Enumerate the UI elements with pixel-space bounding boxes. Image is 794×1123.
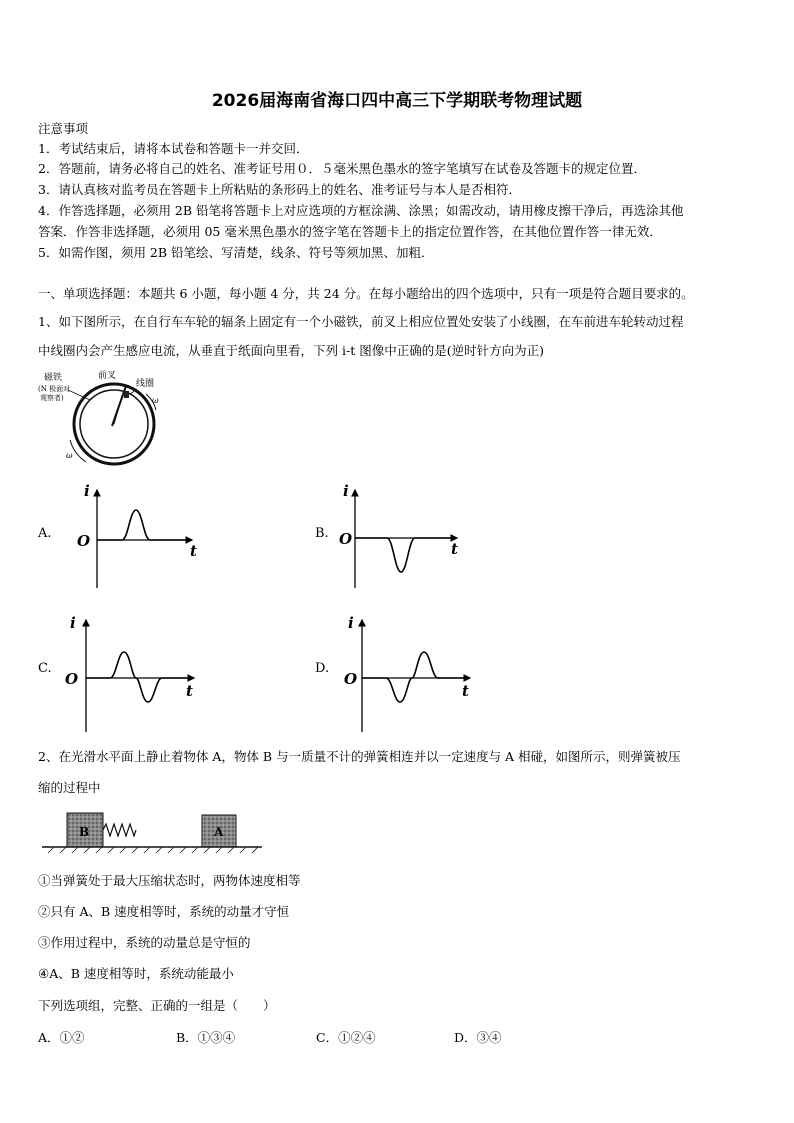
omega-label-top: ω bbox=[152, 396, 159, 405]
spring bbox=[103, 824, 136, 836]
curve-a bbox=[97, 510, 190, 540]
notice-item-2: 2．答题前，请务必将自己的姓名、准考证号用０．５毫米黑色墨水的签字笔填写在试卷及答题卡的规定位置． bbox=[38, 161, 646, 176]
block-a-label: A bbox=[214, 825, 224, 839]
origin-label: O bbox=[65, 670, 79, 688]
magnet-label: 磁铁 bbox=[44, 373, 63, 383]
axis-i-label: i bbox=[343, 482, 349, 500]
magnet-note-2: 观察者) bbox=[40, 394, 64, 402]
curve-c bbox=[86, 652, 192, 702]
coil-pointer bbox=[130, 390, 136, 394]
page-title: 2026届海南省海口四中高三下学期联考物理试题 bbox=[211, 91, 583, 111]
block-b-label: B bbox=[79, 825, 90, 839]
option-d-label[interactable]: D. bbox=[315, 661, 330, 676]
q2-statement-1: ①当弹簧处于最大压缩状态时，两物体速度相等 bbox=[38, 873, 301, 888]
q2-choice-c[interactable]: C．①②④ bbox=[316, 1030, 376, 1045]
option-c-label[interactable]: C. bbox=[38, 661, 52, 676]
origin-label: O bbox=[344, 670, 358, 688]
spring-blocks-figure bbox=[40, 806, 265, 858]
q1-text-line-2: 中线圈内会产生感应电流，从垂直于纸面向里看，下列 i-t 图像中正确的是(逆时针方向为正) bbox=[38, 343, 544, 358]
q2-choice-b[interactable]: B．①③④ bbox=[176, 1030, 236, 1045]
q2-statement-4: ④A、B 速度相等时，系统动能最小 bbox=[38, 966, 234, 981]
q2-prompt: 下列选项组，完整、正确的一组是（ ） bbox=[38, 998, 276, 1013]
axis-t-label: t bbox=[451, 540, 458, 558]
q2-statement-2: ②只有 A、B 速度相等时，系统的动量才守恒 bbox=[38, 904, 290, 919]
q2-text-line-2: 缩的过程中 bbox=[38, 780, 101, 795]
notice-item-3: 3．请认真核对监考员在答题卡上所粘贴的条形码上的姓名、准考证号与本人是否相符． bbox=[38, 182, 521, 197]
coil-mark bbox=[124, 391, 129, 398]
axis-i-label: i bbox=[84, 482, 90, 500]
q2-text-line-1: 2、在光滑水平面上静止着物体 A，物体 B 与一质量不计的弹簧相连并以一定速度与 A 相碰，如图所示，则弹簧被压 bbox=[38, 749, 681, 764]
axis-i-label: i bbox=[348, 614, 354, 632]
magnet-note-1: (N 极面对 bbox=[38, 385, 71, 393]
notice-heading: 注意事项 bbox=[38, 121, 89, 136]
ground-hatch bbox=[48, 847, 258, 853]
option-b-graph[interactable] bbox=[335, 480, 475, 590]
curve-d bbox=[362, 652, 468, 702]
option-a-label[interactable]: A. bbox=[38, 526, 52, 541]
notice-item-4-cont: 答案．作答非选择题，必须用 05 毫米黑色墨水的签字笔在答题卡上的指定位置作答，在其他位置作答一律无效． bbox=[38, 224, 662, 239]
axis-t-label: t bbox=[186, 682, 193, 700]
origin-label: O bbox=[339, 530, 353, 548]
notice-item-5: 5．如需作图，须用 2B 铅笔绘、写清楚，线条、符号等须加黑、加粗． bbox=[38, 245, 434, 260]
q2-choice-a[interactable]: A．①② bbox=[38, 1030, 85, 1045]
option-c-graph[interactable] bbox=[62, 612, 202, 734]
q2-statement-3: ③作用过程中，系统的动量总是守恒的 bbox=[38, 935, 251, 950]
notice-item-4: 4．作答选择题，必须用 2B 铅笔将答题卡上对应选项的方框涂满、涂黑；如需改动，请用橡皮擦干净后，再选涂其他 bbox=[38, 203, 684, 218]
option-d-graph[interactable] bbox=[342, 612, 482, 734]
axis-t-label: t bbox=[462, 682, 469, 700]
origin-label: O bbox=[77, 532, 91, 550]
coil-label: 线圈 bbox=[136, 379, 155, 389]
wheel-figure bbox=[38, 366, 168, 468]
option-a-graph[interactable] bbox=[70, 480, 210, 590]
q1-text-line-1: 1、如下图所示，在自行车车轮的辐条上固定有一个小磁铁，前叉上相应位置处安装了小线圈，在车前进车轮转动过程 bbox=[38, 314, 684, 329]
notice-item-1: 1．考试结束后，请将本试卷和答题卡一并交回． bbox=[38, 141, 309, 156]
fork-label: 前叉 bbox=[98, 371, 117, 381]
curve-b bbox=[355, 538, 455, 572]
option-b-label[interactable]: B. bbox=[315, 526, 329, 541]
spoke-line bbox=[114, 396, 122, 424]
omega-label-bottom: ω bbox=[66, 451, 73, 460]
q2-choice-d[interactable]: D．③④ bbox=[454, 1030, 502, 1045]
axis-i-label: i bbox=[70, 614, 76, 632]
section-heading: 一、单项选择题：本题共 6 小题，每小题 4 分，共 24 分。在每小题给出的四个选项中，只有一项是符合题目要求的。 bbox=[38, 286, 694, 301]
axis-t-label: t bbox=[190, 542, 197, 560]
